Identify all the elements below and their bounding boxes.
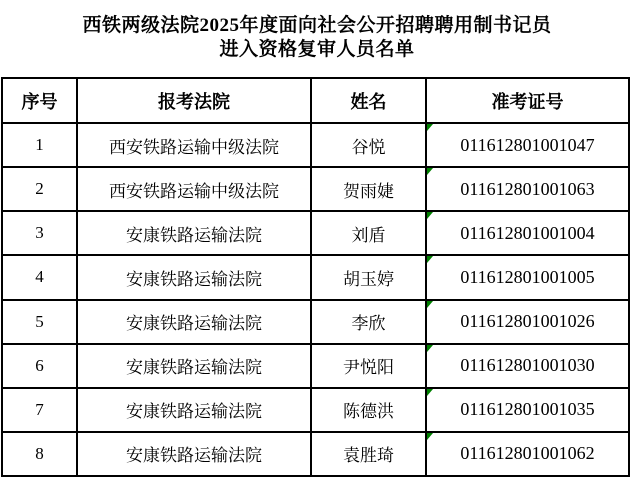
number-as-text-indicator-icon bbox=[427, 256, 433, 263]
name-cell: 贺雨婕 bbox=[311, 167, 426, 211]
table-row bbox=[2, 211, 629, 255]
ticket-no-value: 011612801001030 bbox=[460, 355, 595, 376]
table-row bbox=[2, 167, 629, 211]
court-cell: 安康铁路运输法院 bbox=[77, 211, 311, 255]
ticket-no-cell bbox=[426, 388, 629, 432]
ticket-no-cell bbox=[426, 255, 629, 299]
number-as-text-indicator-icon bbox=[427, 301, 433, 308]
court-cell: 安康铁路运输法院 bbox=[77, 344, 311, 388]
court-cell: 安康铁路运输法院 bbox=[77, 255, 311, 299]
number-as-text-indicator-icon bbox=[427, 433, 433, 440]
page-title bbox=[0, 0, 634, 77]
serial-cell: 3 bbox=[2, 211, 77, 255]
ticket-no-value: 011612801001063 bbox=[460, 178, 595, 199]
table-row bbox=[2, 388, 629, 432]
table-row bbox=[2, 432, 629, 476]
court-cell: 西安铁路运输中级法院 bbox=[77, 123, 311, 167]
page-title-line2: 进入资格复审人员名单 bbox=[219, 39, 415, 60]
header-serial: 序号 bbox=[2, 78, 77, 123]
serial-cell: 5 bbox=[2, 300, 77, 344]
serial-cell: 6 bbox=[2, 344, 77, 388]
court-cell: 安康铁路运输法院 bbox=[77, 432, 311, 476]
serial-cell: 8 bbox=[2, 432, 77, 476]
table-row bbox=[2, 123, 629, 167]
name-cell: 刘盾 bbox=[311, 211, 426, 255]
ticket-no-cell bbox=[426, 123, 629, 167]
ticket-no-cell bbox=[426, 211, 629, 255]
ticket-no-cell bbox=[426, 344, 629, 388]
number-as-text-indicator-icon bbox=[427, 124, 433, 131]
header-court: 报考法院 bbox=[77, 78, 311, 123]
candidates-table bbox=[1, 77, 630, 477]
ticket-no-cell bbox=[426, 167, 629, 211]
name-cell: 袁胜琦 bbox=[311, 432, 426, 476]
ticket-no-cell bbox=[426, 300, 629, 344]
ticket-no-value: 011612801001005 bbox=[460, 266, 595, 287]
court-cell: 西安铁路运输中级法院 bbox=[77, 167, 311, 211]
ticket-no-cell bbox=[426, 432, 629, 476]
court-cell: 安康铁路运输法院 bbox=[77, 300, 311, 344]
table-header-row bbox=[2, 78, 629, 123]
serial-cell: 2 bbox=[2, 167, 77, 211]
number-as-text-indicator-icon bbox=[427, 345, 433, 352]
name-cell: 陈德洪 bbox=[311, 388, 426, 432]
table-row bbox=[2, 300, 629, 344]
page-title-line1: 西铁两级法院2025年度面向社会公开招聘聘用制书记员 bbox=[82, 15, 552, 36]
name-cell: 李欣 bbox=[311, 300, 426, 344]
number-as-text-indicator-icon bbox=[427, 212, 433, 219]
ticket-no-value: 011612801001047 bbox=[460, 134, 595, 155]
serial-cell: 1 bbox=[2, 123, 77, 167]
table-row bbox=[2, 344, 629, 388]
number-as-text-indicator-icon bbox=[427, 389, 433, 396]
number-as-text-indicator-icon bbox=[427, 168, 433, 175]
serial-cell: 7 bbox=[2, 388, 77, 432]
ticket-no-value: 011612801001004 bbox=[460, 222, 595, 243]
ticket-no-value: 011612801001062 bbox=[460, 443, 595, 464]
ticket-no-value: 011612801001026 bbox=[460, 311, 595, 332]
name-cell: 谷悦 bbox=[311, 123, 426, 167]
name-cell: 胡玉婷 bbox=[311, 255, 426, 299]
header-name: 姓名 bbox=[311, 78, 426, 123]
ticket-no-value: 011612801001035 bbox=[460, 399, 595, 420]
table-row bbox=[2, 255, 629, 299]
serial-cell: 4 bbox=[2, 255, 77, 299]
header-ticket-no: 准考证号 bbox=[426, 78, 629, 123]
court-cell: 安康铁路运输法院 bbox=[77, 388, 311, 432]
name-cell: 尹悦阳 bbox=[311, 344, 426, 388]
